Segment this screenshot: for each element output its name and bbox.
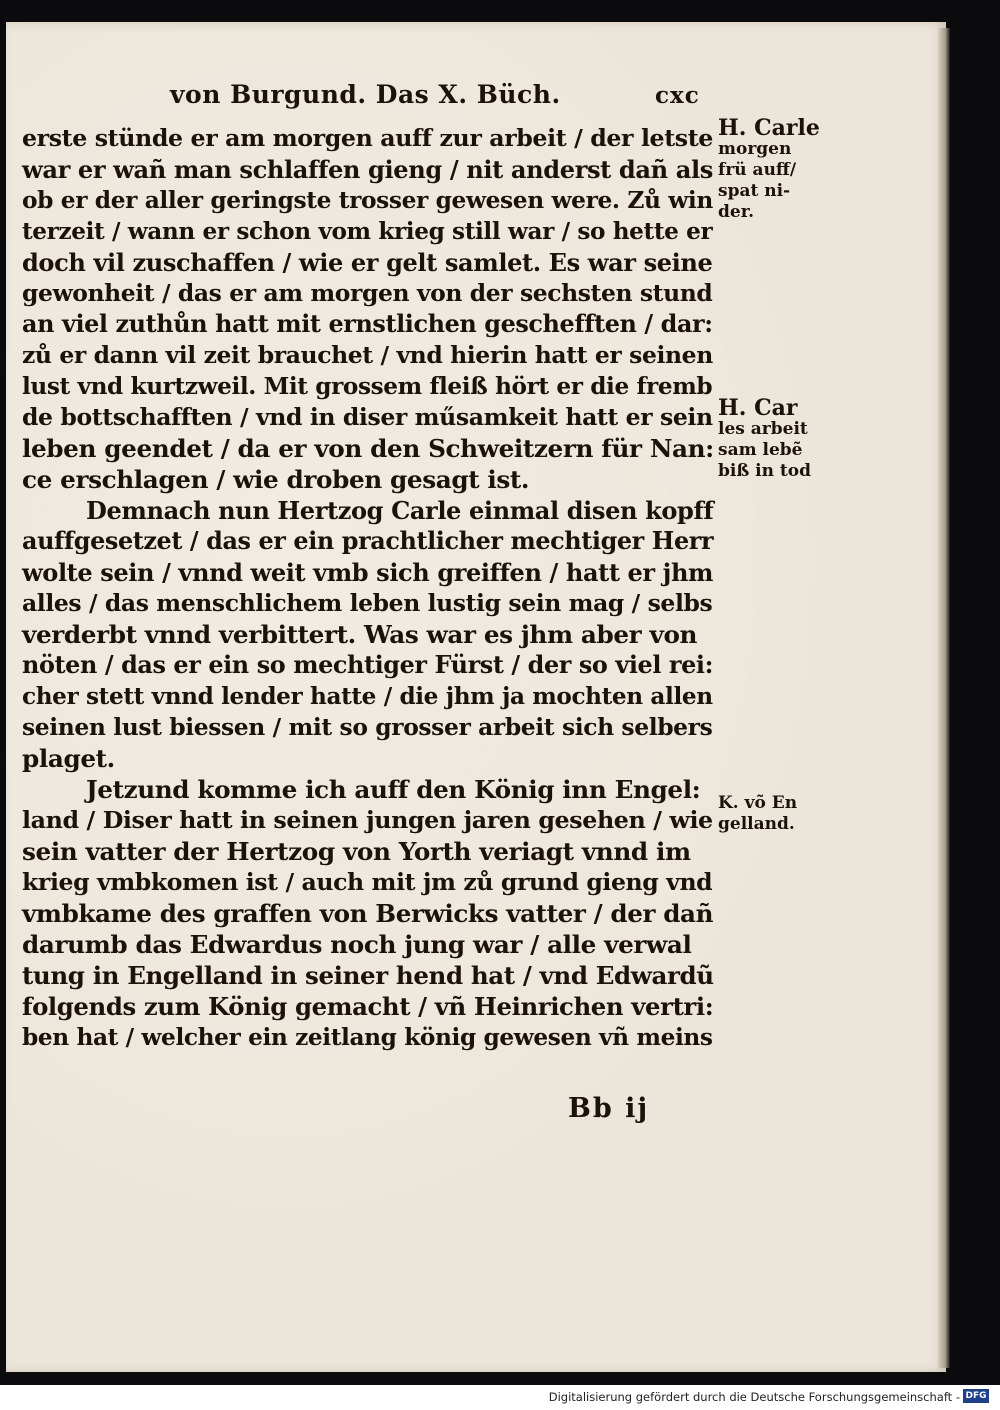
marginal-line: K. võ En xyxy=(718,793,798,813)
text-line: leben geendet / da er von den Schweitzern für Nan: xyxy=(22,434,714,463)
text-line: vmbkame des graffen von Berwicks vatter / der dañ xyxy=(22,899,714,928)
text-line: gewonheit / das er am morgen von der sechsten stund xyxy=(22,279,713,307)
marginal-line: H. Car xyxy=(718,395,798,421)
text-line: plaget. xyxy=(22,744,115,773)
marginal-line: morgen xyxy=(718,139,792,159)
text-line: de bottschafften / vnd in diser műsamkeit hatt er sein xyxy=(22,403,713,431)
marginal-note-carle-arbeit xyxy=(718,395,828,482)
text-line: ben hat / welcher ein zeitlang könig gewesen vñ meins xyxy=(22,1024,713,1051)
marginal-note-koenig-engelland xyxy=(718,793,828,835)
page-edge-shadow xyxy=(938,28,950,1368)
text-line: folgends zum König gemacht / vñ Heinrichen vertri: xyxy=(22,992,714,1021)
marginal-line: gelland. xyxy=(718,814,795,834)
dfg-logo-icon: DFG xyxy=(963,1389,989,1403)
marginal-note-carle-morgen xyxy=(718,115,828,223)
marginal-line: les arbeit xyxy=(718,419,808,439)
text-line: sein vatter der Hertzog von Yorth veriagt vnnd im xyxy=(22,837,691,866)
text-line: land / Diser hatt in seinen jungen jaren gesehen / wie xyxy=(22,806,713,834)
text-line: tung in Engelland in seiner hend hat / vnd Edwardũ xyxy=(22,961,714,990)
marginal-line: sam lebẽ xyxy=(718,440,803,460)
signature-mark: Bb ij xyxy=(568,1093,650,1124)
text-line: verderbt vnnd verbittert. Was war es jhm aber von xyxy=(22,620,698,649)
text-line: war er wañ man schlaffen gieng / nit anderst dañ als xyxy=(22,155,713,184)
text-line: doch vil zuschaffen / wie er gelt samlet. Es war seine xyxy=(22,248,713,277)
text-line: cher stett vnnd lender hatte / die jhm ja mochten allen xyxy=(22,683,713,710)
text-line: nöten / das er ein so mechtiger Fürst / der so viel rei: xyxy=(22,651,713,679)
text-line: alles / das menschlichem leben lustig sein mag / selbs xyxy=(22,589,713,617)
running-head: von Burgund. Das X. Büch. xyxy=(170,80,561,109)
marginal-line: der. xyxy=(718,202,755,222)
text-line: lust vnd kurtzweil. Mit grossem fleiß hört er die fremb xyxy=(22,373,713,400)
marginal-line: spat ni- xyxy=(718,181,791,201)
text-line: auffgesetzet / das er ein prachtlicher mechtiger Herr xyxy=(22,527,714,555)
folio-number: cxc xyxy=(655,82,700,109)
text-line: krieg vmbkomen ist / auch mit jm zů grund gieng vnd xyxy=(22,868,713,896)
text-line: an viel zuthůn hatt mit ernstlichen geschefften / dar: xyxy=(22,310,713,338)
text-line: terzeit / wann er schon vom krieg still war / so hette er xyxy=(22,218,713,245)
text-line-paragraph-start: Demnach nun Hertzog Carle einmal disen kopff xyxy=(86,496,714,525)
marginal-line: frü auff/ xyxy=(718,160,797,180)
text-line: darumb das Edwardus noch jung war / alle verwal xyxy=(22,930,692,959)
body-text xyxy=(22,123,722,1053)
text-line-paragraph-start: Jetzund komme ich auff den König inn Engel: xyxy=(86,775,701,804)
text-line: seinen lust biessen / mit so grosser arbeit sich selbers xyxy=(22,713,713,741)
text-line: zů er dann vil zeit brauchet / vnd hierin hatt er seinen xyxy=(22,341,713,369)
text-line: ce erschlagen / wie droben gesagt ist. xyxy=(22,465,530,494)
text-line: ob er der aller geringste trosser gewesen were. Zů win xyxy=(22,187,713,214)
marginal-line: biß in tod xyxy=(718,461,811,481)
footer-credit: Digitalisierung gefördert durch die Deutsche Forschungsgemeinschaft - xyxy=(548,1390,960,1404)
marginal-line: H. Carle xyxy=(718,115,820,141)
text-line: erste stünde er am morgen auff zur arbeit / der letste xyxy=(22,124,713,152)
text-line: wolte sein / vnnd weit vmb sich greiffen / hatt er jhm xyxy=(22,558,714,587)
